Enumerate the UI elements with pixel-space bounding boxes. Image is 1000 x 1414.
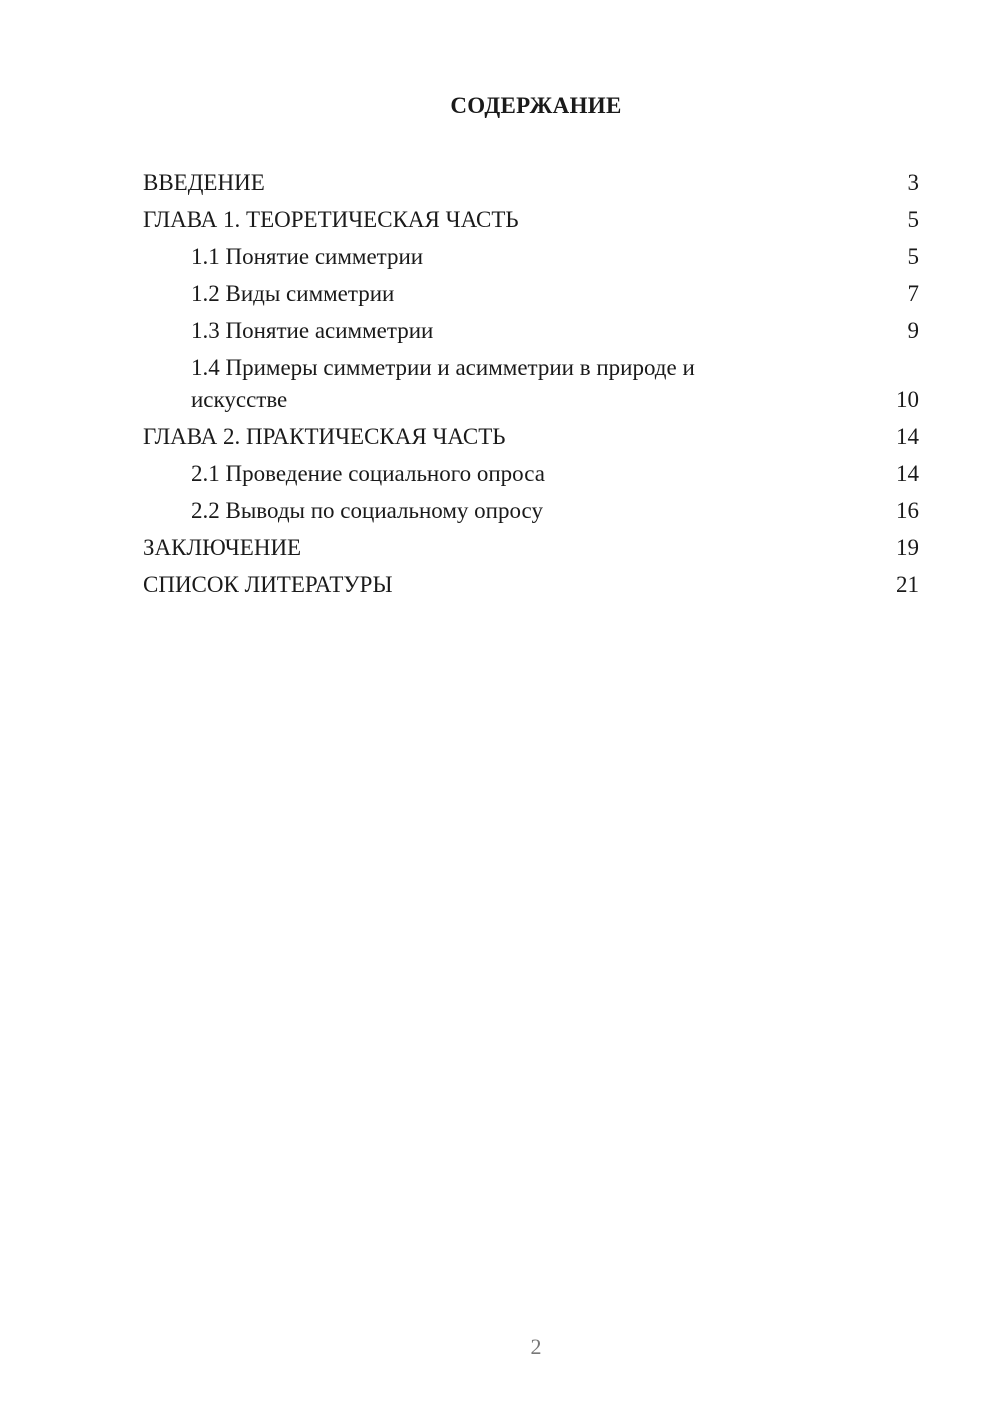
table-of-contents xyxy=(143,167,919,606)
toc-entry-page: 16 xyxy=(896,498,919,523)
toc-entry-conclusion xyxy=(143,532,919,564)
toc-entry-title: 1.1 Понятие симметрии xyxy=(191,244,424,269)
toc-entry-title: ВВЕДЕНИЕ xyxy=(143,170,265,195)
toc-entry-page: 7 xyxy=(907,281,919,306)
toc-entry-page: 14 xyxy=(896,461,919,486)
toc-entry-title: 1.3 Понятие асимметрии xyxy=(191,318,434,343)
page-number: 2 xyxy=(530,1334,542,1359)
toc-entry-section-1-4 xyxy=(143,352,919,416)
toc-entry-references xyxy=(143,569,919,601)
toc-entry-title: 2.1 Проведение социального опроса xyxy=(191,461,545,486)
toc-entry-section-1-1 xyxy=(143,241,919,273)
toc-entry-title: 1.4 Примеры симметрии и асимметрии в природе и искусстве xyxy=(191,355,695,412)
toc-entry-title: 1.2 Виды симметрии xyxy=(191,281,395,306)
toc-entry-section-1-3 xyxy=(143,315,919,347)
toc-entry-title: ГЛАВА 1. ТЕОРЕТИЧЕСКАЯ ЧАСТЬ xyxy=(143,207,519,232)
toc-entry-page: 5 xyxy=(907,207,919,232)
toc-entry-chapter-1 xyxy=(143,204,919,236)
toc-entry-title: СПИСОК ЛИТЕРАТУРЫ xyxy=(143,572,393,597)
toc-entry-title: ГЛАВА 2. ПРАКТИЧЕСКАЯ ЧАСТЬ xyxy=(143,424,506,449)
toc-heading: СОДЕРЖАНИЕ xyxy=(450,93,622,118)
toc-entry-title: ЗАКЛЮЧЕНИЕ xyxy=(143,535,302,560)
toc-entry-page: 9 xyxy=(907,318,919,343)
toc-entry-title: 2.2 Выводы по социальному опросу xyxy=(191,498,543,523)
toc-entry-section-2-2 xyxy=(143,495,919,527)
toc-entry-chapter-2 xyxy=(143,421,919,453)
toc-entry-section-2-1 xyxy=(143,458,919,490)
toc-entry-section-1-2 xyxy=(143,278,919,310)
toc-entry-page: 14 xyxy=(896,424,919,449)
toc-entry-page: 10 xyxy=(896,387,919,412)
toc-entry-page: 19 xyxy=(896,535,919,560)
toc-entry-page: 21 xyxy=(896,572,919,597)
toc-entry-page: 5 xyxy=(907,244,919,269)
toc-entry-page: 3 xyxy=(907,170,919,195)
toc-entry-introduction xyxy=(143,167,919,199)
